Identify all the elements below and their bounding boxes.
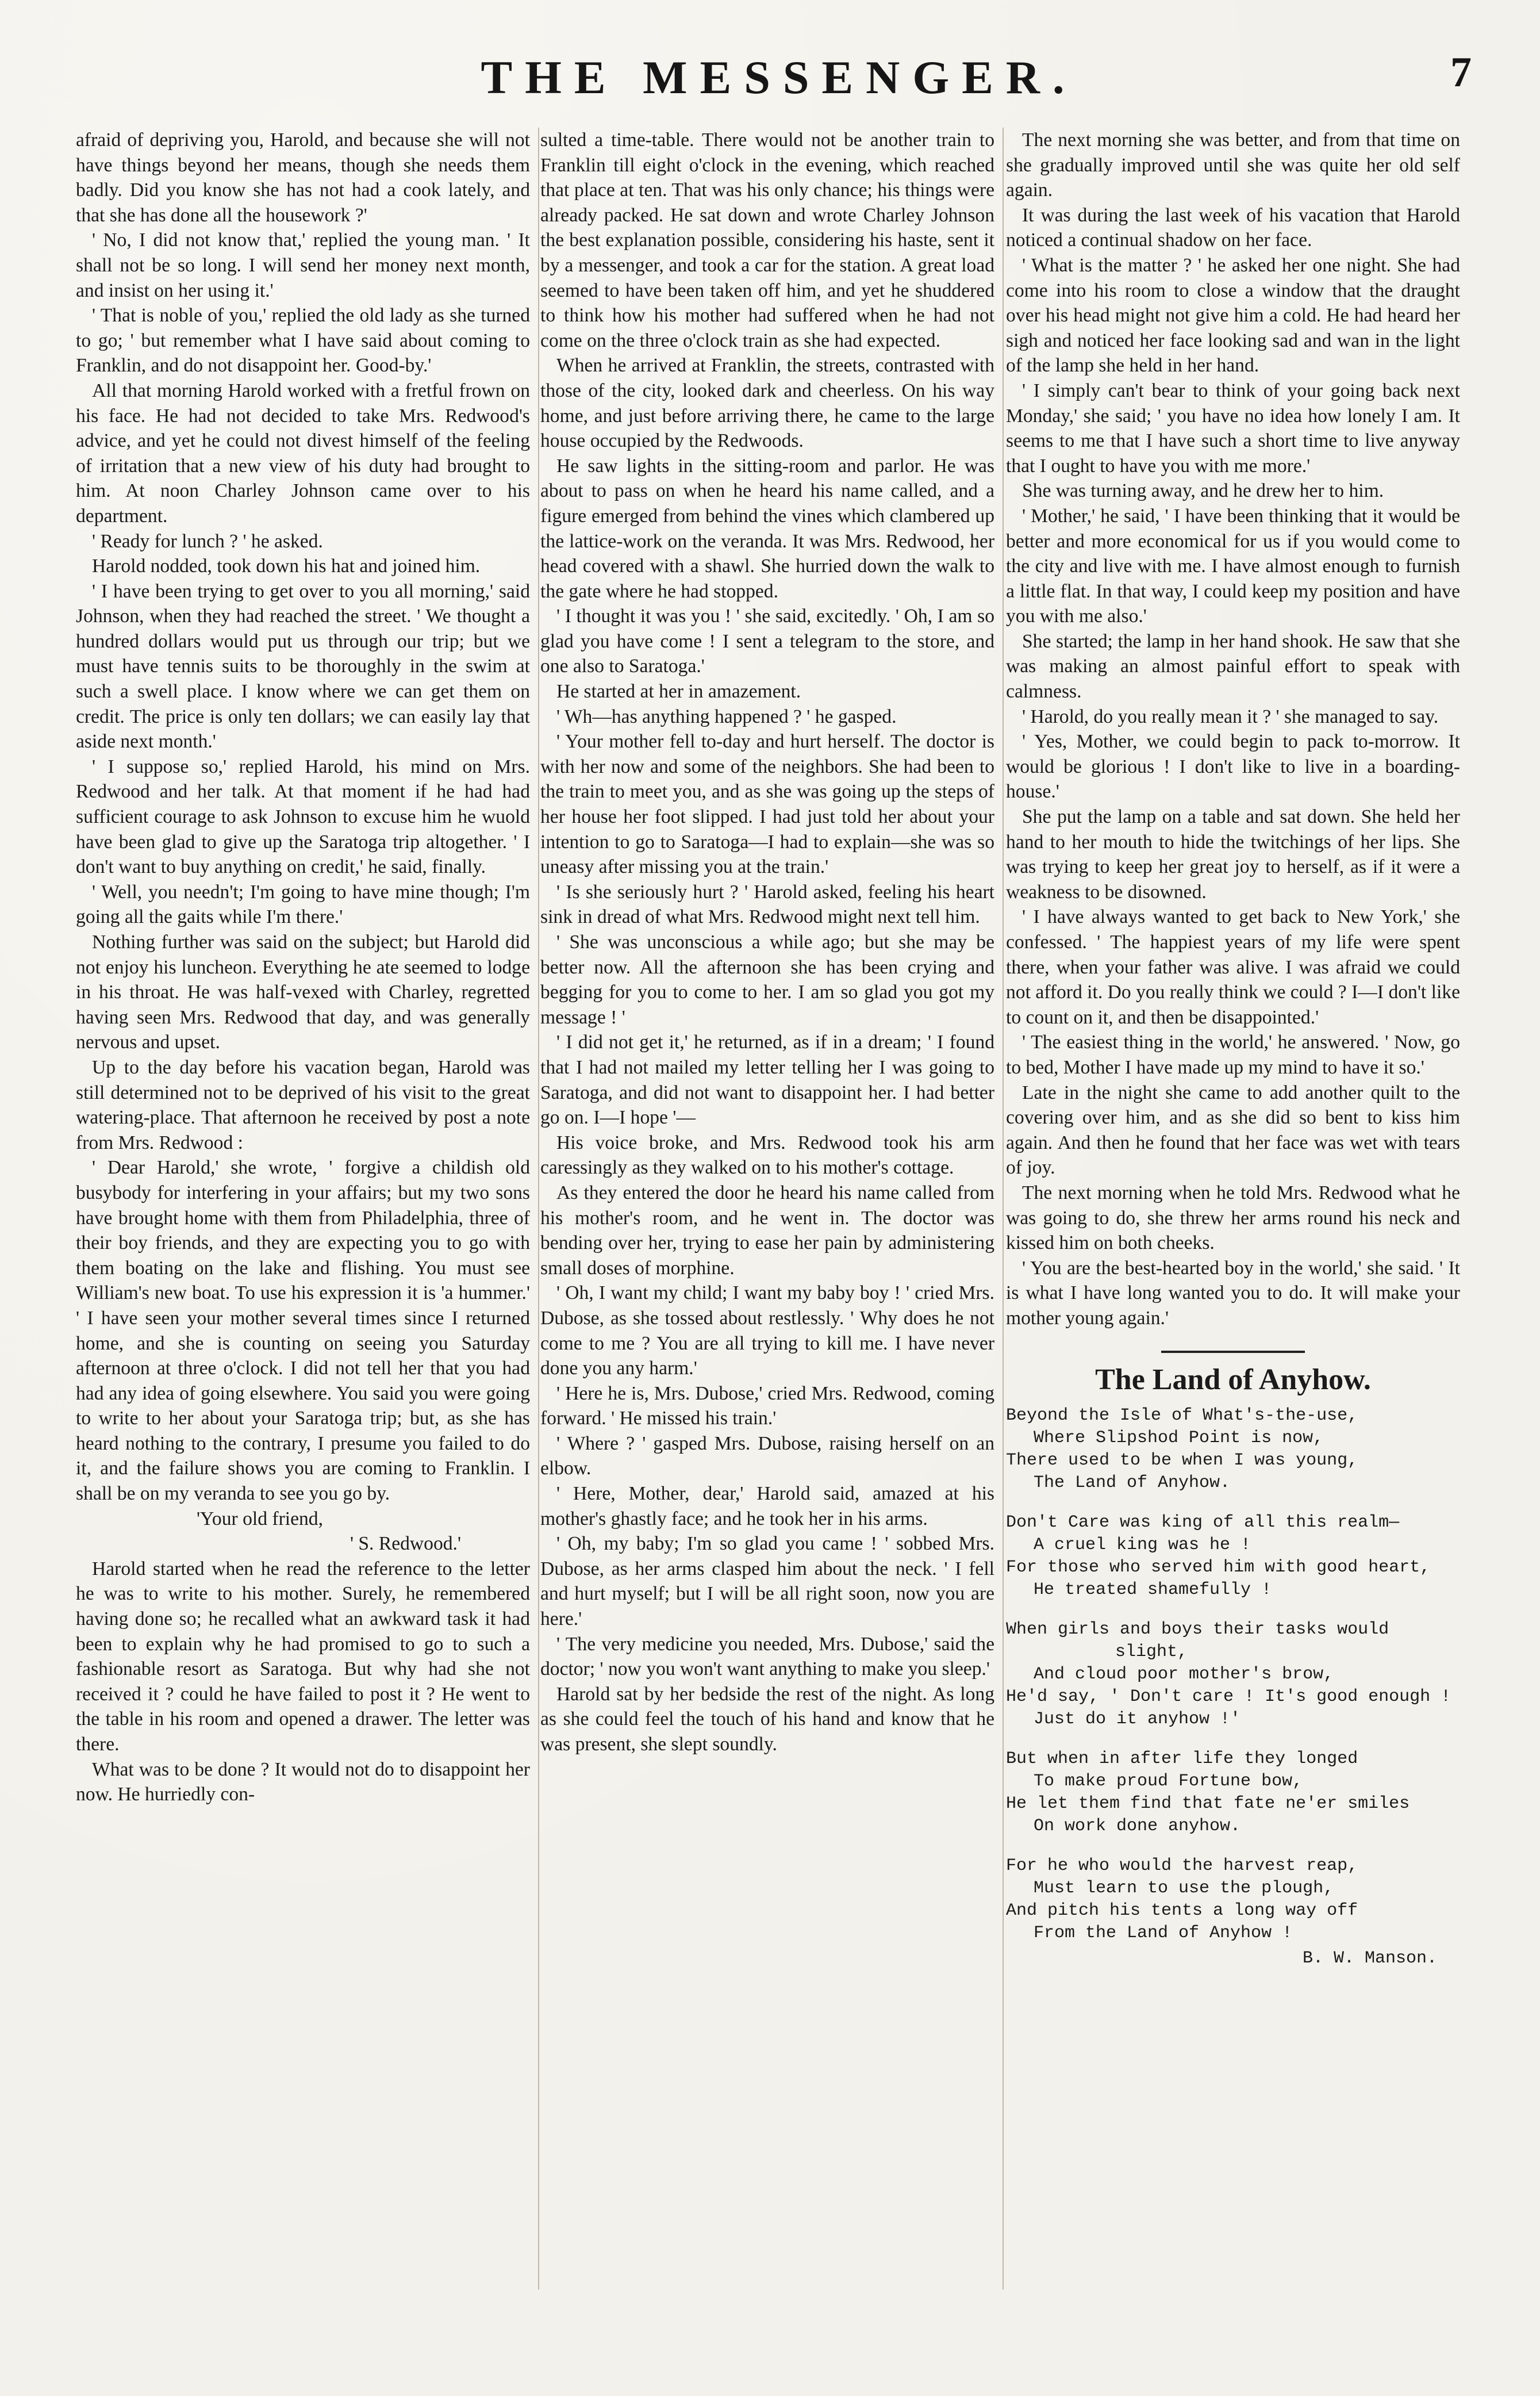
page-number: 7 xyxy=(1450,49,1472,96)
paragraph: ' Where ? ' gasped Mrs. Dubose, raising herself on an elbow. xyxy=(540,1432,994,1479)
paragraph: As they entered the door he heard his name called from his mother's room, and he went in. The doctor was bending over her, trying to ease her pain by administering small doses of morphine. xyxy=(540,1182,994,1279)
poem-line: When girls and boys their tasks would xyxy=(1006,1619,1389,1639)
poem-line: He let them find that fate ne'er smiles xyxy=(1006,1793,1410,1814)
column-rule xyxy=(1003,128,1004,2290)
paragraph: Harold sat by her bedside the rest of the night. As long as she could feel the touch of his hand and know that he was present, she slept soundly. xyxy=(540,1683,994,1755)
paragraph: Harold started when he read the reference to the letter he was to write to his mother. Surely, he remembered having done so; he recalled what an awkward task it had been to explain why he had promised to go to such a fashionable resort as Saratoga. But why had she not received it ? could he have failed to post it ? He went to the table in his room and opened a drawer. The letter was there. xyxy=(76,1558,530,1755)
paragraph: ' Wh—has anything happened ? ' he gasped. xyxy=(556,706,897,727)
paragraph: He started at her in amazement. xyxy=(556,681,801,703)
column-2 xyxy=(540,128,994,2359)
poem-title: The Land of Anyhow. xyxy=(1095,1363,1371,1396)
poem-author: B. W. Manson. xyxy=(1302,1948,1437,1968)
poem-line: Beyond the Isle of What's-the-use, xyxy=(1006,1405,1358,1425)
paragraph: ' That is noble of you,' replied the old lady as she turned to go; ' but remember what I have said about coming to Franklin, and do not disappoint her. Good-by.' xyxy=(76,305,530,377)
paragraph: Harold nodded, took down his hat and joined him. xyxy=(92,555,481,577)
paragraph: ' Dear Harold,' she wrote, ' forgive a childish old busybody for interfering in your affairs; but my two sons have brought home with them from Philadelphia, three of their boy friends, and they are expecting you to go with them boating on the lake and flishing. You must see William's new boat. To use his expression it is 'a hummer.' ' I have seen your mother several times since I returned home, and she is counting on seeing you Saturday afternoon at three o'clock. I did not tell her that you had had any idea of going elsewhere. You said you were going to write to her about your Saratoga trip; but, as she has heard nothing to the contrary, I presume you failed to do it, and the failure shows you are coming to Franklin. I shall be on my veranda to see you go by. xyxy=(76,1157,530,1505)
column-rule xyxy=(538,128,539,2290)
paragraph: All that morning Harold worked with a fretful frown on his face. He had not decided to take Mrs. Redwood's advice, and yet he could not divest himself of the feeling of irritation that a new view of his duty had brought to him. At noon Charley Johnson came over to his department. xyxy=(76,379,530,527)
paragraph: ' I have been trying to get over to you all morning,' said Johnson, when they had reached the street. ' We thought a hundred dollars would put us through our trip; but we must have tennis suits to be thoroughly in the swim at such a swell place. I know where we can get them on credit. The price is only ten dollars; we can easily lay that aside next month.' xyxy=(76,580,530,753)
paragraph: Late in the night she came to add another quilt to the covering over him, and as she did so bent to kiss him again. And then he found that her face was wet with tears of joy. xyxy=(1006,1082,1460,1179)
paragraph: ' I thought it was you ! ' she said, excitedly. ' Oh, I am so glad you have come ! I sent a telegram to the store, and one also to Saratoga.' xyxy=(540,605,994,677)
paragraph: Nothing further was said on the subject; but Harold did not enjoy his luncheon. Everything he ate seemed to lodge in his throat. He was half-vexed with Charley, regretted having seen Mrs. Redwood that day, and was generally nervous and upset. xyxy=(76,931,530,1053)
poem-stanza xyxy=(1006,1405,1460,1494)
letter-closing: 'Your old friend, xyxy=(197,1508,323,1529)
poem-divider xyxy=(1161,1351,1305,1353)
paragraph: The next morning she was better, and from that time on she gradually improved until she was quite her old self again. xyxy=(1006,129,1460,201)
poem-line: Just do it anyhow !' xyxy=(1034,1709,1241,1729)
paragraph: ' Here he is, Mrs. Dubose,' cried Mrs. Redwood, coming forward. ' He missed his train.' xyxy=(540,1382,994,1429)
paragraph: ' Is she seriously hurt ? ' Harold asked, feeling his heart sink in dread of what Mrs. Redwood might next tell him. xyxy=(540,881,994,928)
letter-signature: ' S. Redwood.' xyxy=(350,1533,461,1555)
paragraph: afraid of depriving you, Harold, and because she will not have things beyond her means, though she needs them badly. Did you know she has not had a cook lately, and that she has done all the housework ?' xyxy=(76,129,530,226)
poem-line: For he who would the harvest reap, xyxy=(1006,1856,1358,1876)
paragraph: ' Here, Mother, dear,' Harold said, amazed at his mother's ghastly face; and he took her in his arms. xyxy=(540,1483,994,1529)
paragraph: ' No, I did not know that,' replied the young man. ' It shall not be so long. I will send her money next month, and insist on her using it.' xyxy=(76,229,530,301)
poem-line: From the Land of Anyhow ! xyxy=(1034,1923,1293,1943)
poem-stanza xyxy=(1006,1748,1460,1838)
paragraph: ' Harold, do you really mean it ? ' she managed to say. xyxy=(1022,706,1439,727)
paragraph: It was during the last week of his vacation that Harold noticed a continual shadow on her face. xyxy=(1006,204,1460,251)
paragraph: ' Ready for lunch ? ' he asked. xyxy=(92,530,323,552)
paragraph: She was turning away, and he drew her to him. xyxy=(1022,480,1384,502)
paragraph: ' Oh, I want my child; I want my baby boy ! ' cried Mrs. Dubose, as she tossed about restlessly. ' Why does he not come to me ? You are all trying to kill me. I have never done you any harm.' xyxy=(540,1282,994,1379)
paragraph: ' I simply can't bear to think of your going back next Monday,' she said; ' you have no idea how lonely I am. It seems to me that I have such a short time to live anyway that I ought to have you with me more.' xyxy=(1006,379,1460,477)
paragraph: ' The easiest thing in the world,' he answered. ' Now, go to bed, Mother I have made up my mind to have it so.' xyxy=(1006,1032,1460,1078)
poem-line: And cloud poor mother's brow, xyxy=(1034,1664,1334,1684)
paragraph: sulted a time-table. There would not be another train to Franklin till eight o'clock in the evening, which reached that place at ten. That was his only chance; his things were already packed. He sat down and wrote Charley Johnson the best explanation possible, considering his haste, sent it by a messenger, and took a car for the station. A great load seemed to have been taken off him, and yet he shuddered to think how his mother had suffered when he had not come on the three o'clock train as she had expected. xyxy=(540,129,994,351)
poem-line: He'd say, ' Don't care ! It's good enough ! xyxy=(1006,1686,1451,1707)
paragraph: ' The very medicine you needed, Mrs. Dubose,' said the doctor; ' now you won't want anything to make you sleep.' xyxy=(540,1633,994,1680)
poem-line: Don't Care was king of all this realm— xyxy=(1006,1512,1400,1532)
poem-stanza xyxy=(1006,1512,1460,1601)
paragraph: ' She was unconscious a while ago; but she may be better now. All the afternoon she has been crying and begging for you to come to her. I am so glad you got my message ! ' xyxy=(540,931,994,1028)
paragraph: ' I suppose so,' replied Harold, his mind on Mrs. Redwood and her talk. At that moment if he had had sufficient courage to ask Johnson to excuse him he wuold have been glad to give up the Saratoga trip altogether. ' I don't want to buy anything on credit,' he said, finally. xyxy=(76,756,530,878)
paragraph: ' Your mother fell to-day and hurt herself. The doctor is with her now and some of the neighbors. She had been to the train to meet you, and as she was going up the steps of her house her foot slipped. I had just told her about your intention to go to Saratoga—I had to explain—she was so uneasy after missing you at the train.' xyxy=(540,731,994,878)
masthead xyxy=(69,51,1472,114)
paragraph: ' Yes, Mother, we could begin to pack to-morrow. It would be glorious ! I don't like to live in a boarding-house.' xyxy=(1006,731,1460,803)
poem-line: On work done anyhow. xyxy=(1034,1816,1241,1836)
paragraph: ' Mother,' he said, ' I have been thinking that it would be better and more economical for us if you would come to the city and live with me. I have almost enough to furnish a little flat. In that way, I could keep my position and have you with me also.' xyxy=(1006,505,1460,627)
paragraph: When he arrived at Franklin, the streets, contrasted with those of the city, looked dark and cheerless. On his way home, and just before arriving there, he came to the large house occupied by the Redwoods. xyxy=(540,355,994,452)
paragraph: Up to the day before his vacation began, Harold was still determined not to be deprived of his visit to the great watering-place. That afternoon he received by post a note from Mrs. Redwood : xyxy=(76,1056,530,1153)
poem-line: There used to be when I was young, xyxy=(1006,1450,1358,1470)
column-3 xyxy=(1006,128,1460,2359)
publication-title: THE MESSENGER. xyxy=(481,51,1077,103)
poem-line: And pitch his tents a long way off xyxy=(1006,1900,1358,1920)
poem-line: For those who served him with good heart, xyxy=(1006,1557,1431,1577)
paragraph: His voice broke, and Mrs. Redwood took his arm caressingly as they walked on to his mother's cottage. xyxy=(540,1132,994,1179)
paragraph: ' I did not get it,' he returned, as if in a dream; ' I found that I had not mailed my letter telling her I was going to Saratoga, and did not want to disappoint her. I had better go on. I—I hope '— xyxy=(540,1032,994,1129)
poem-line: Where Slipshod Point is now, xyxy=(1034,1428,1324,1448)
paragraph: The next morning when he told Mrs. Redwood what he was going to do, she threw her arms round his neck and kissed him on both cheeks. xyxy=(1006,1182,1460,1254)
paragraph: What was to be done ? It would not do to disappoint her now. He hurriedly con- xyxy=(76,1758,530,1805)
poem-line: To make proud Fortune bow, xyxy=(1034,1771,1303,1791)
poem-line: A cruel king was he ! xyxy=(1034,1535,1251,1555)
poem-line: He treated shamefully ! xyxy=(1034,1580,1272,1600)
paragraph: She started; the lamp in her hand shook. He saw that she was making an almost painful effort to speak with calmness. xyxy=(1006,630,1460,703)
paragraph: ' I have always wanted to get back to New York,' she confessed. ' The happiest years of my life were spent there, when your father was alive. I was afraid we could not afford it. Do you really think we could ? I—I don't like to count on it, and then be disappointed.' xyxy=(1006,906,1460,1028)
poem-stanza xyxy=(1006,1855,1460,1945)
poem-line: slight, xyxy=(1115,1642,1188,1662)
column-1 xyxy=(76,128,530,2359)
paragraph: She put the lamp on a table and sat down. She held her hand to her mouth to hide the twitchings of her lips. She was trying to keep her great joy to herself, as if it were a weakness to be disowned. xyxy=(1006,806,1460,903)
poem-line: But when in after life they longed xyxy=(1006,1749,1358,1769)
poem-stanza xyxy=(1006,1619,1460,1731)
paragraph: ' You are the best-hearted boy in the world,' she said. ' It is what I have long wanted you to do. It will make your mother young again.' xyxy=(1006,1257,1460,1329)
poem-line: Must learn to use the plough, xyxy=(1034,1878,1334,1898)
paragraph: ' Oh, my baby; I'm so glad you came ! ' sobbed Mrs. Dubose, as her arms clasped him about the neck. ' I fell and hurt myself; but I will be all right soon, now you are here.' xyxy=(540,1533,994,1630)
paragraph: He saw lights in the sitting-room and parlor. He was about to pass on when he heard his name called, and a figure emerged from behind the vines which clambered up the lattice-work on the veranda. It was Mrs. Redwood, her head covered with a shawl. She hurried down the walk to the gate where he had stopped. xyxy=(540,455,994,602)
paragraph: ' What is the matter ? ' he asked her one night. She had come into his room to close a window that the draught over his head might not give him a cold. He had heard her sigh and noticed her face looking sad and wan in the light of the lamp she held in her hand. xyxy=(1006,254,1460,377)
paragraph: ' Well, you needn't; I'm going to have mine though; I'm going all the gaits while I'm there.' xyxy=(76,881,530,928)
poem-line: The Land of Anyhow. xyxy=(1034,1473,1231,1493)
